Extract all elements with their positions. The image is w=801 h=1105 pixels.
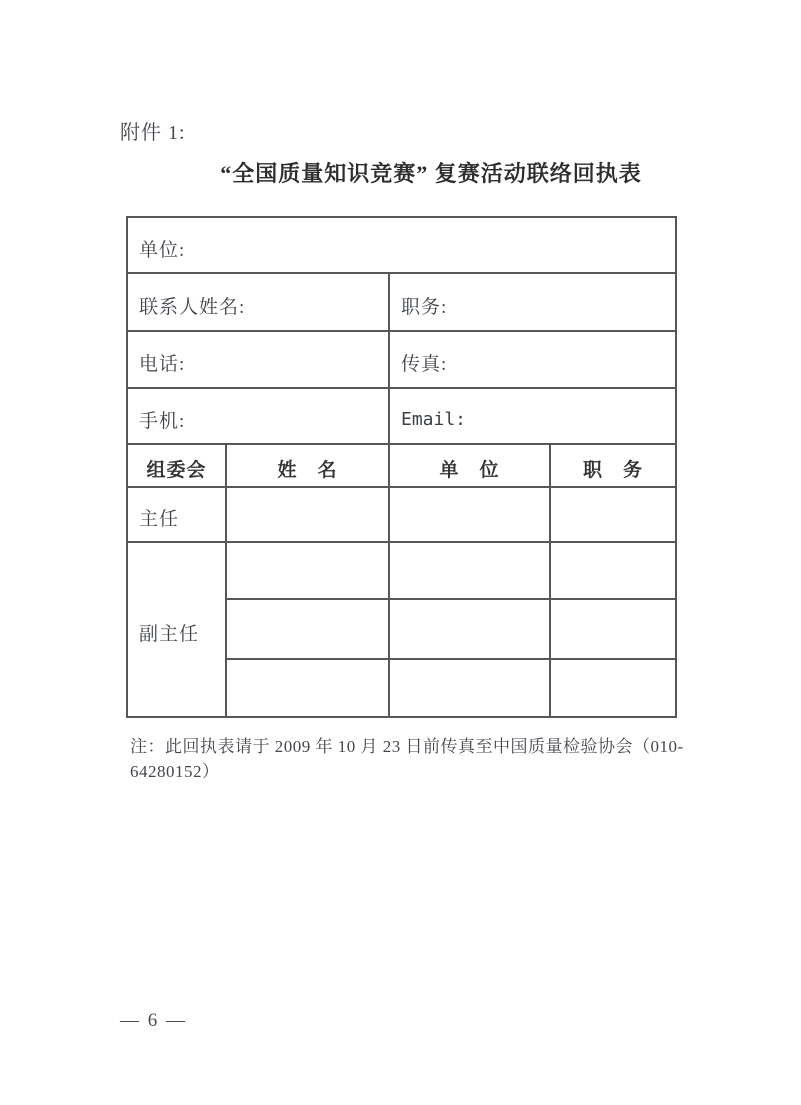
column-header-position: 职 务 [550, 444, 676, 487]
deputy-director-name-cell-3 [226, 659, 389, 717]
deputy-director-unit-cell-3 [389, 659, 550, 717]
page-number: — 6 — [120, 1010, 187, 1031]
position-field-cell: 职务: [389, 273, 676, 331]
deputy-director-name-cell-2 [226, 599, 389, 659]
column-header-unit: 单 位 [389, 444, 550, 487]
deputy-director-row [127, 542, 676, 599]
reply-form-table [126, 216, 677, 718]
deputy-director-unit-cell-2 [389, 599, 550, 659]
director-unit-cell [389, 487, 550, 542]
deputy-director-name-cell-1 [226, 542, 389, 599]
table-row [127, 388, 676, 444]
table-row [127, 273, 676, 331]
deputy-director-position-cell-1 [550, 542, 676, 599]
fax-instruction-note: 注：此回执表请于 2009 年 10 月 23 日前传真至中国质量检验协会（010-64280152） [130, 737, 684, 781]
deputy-director-role-cell: 副主任 [127, 542, 226, 717]
director-row [127, 487, 676, 542]
table-row [127, 217, 676, 273]
director-role-cell: 主任 [127, 487, 226, 542]
deputy-director-unit-cell-1 [389, 542, 550, 599]
committee-header-row [127, 444, 676, 487]
document-title: “全国质量知识竞赛” 复赛活动联络回执表 [220, 161, 642, 186]
phone-field-cell: 电话: [127, 331, 389, 388]
mobile-field-cell: 手机: [127, 388, 389, 444]
table-row [127, 331, 676, 388]
deputy-director-position-cell-2 [550, 599, 676, 659]
deputy-director-position-cell-3 [550, 659, 676, 717]
unit-field-cell: 单位: [127, 217, 676, 273]
fax-field-cell: 传真: [389, 331, 676, 388]
column-header-name: 姓 名 [226, 444, 389, 487]
attachment-label: 附件 1: [120, 122, 186, 144]
contact-name-field-cell: 联系人姓名: [127, 273, 389, 331]
director-name-cell [226, 487, 389, 542]
email-field-cell: Email: [389, 388, 676, 444]
director-position-cell [550, 487, 676, 542]
column-header-committee: 组委会 [127, 444, 226, 487]
